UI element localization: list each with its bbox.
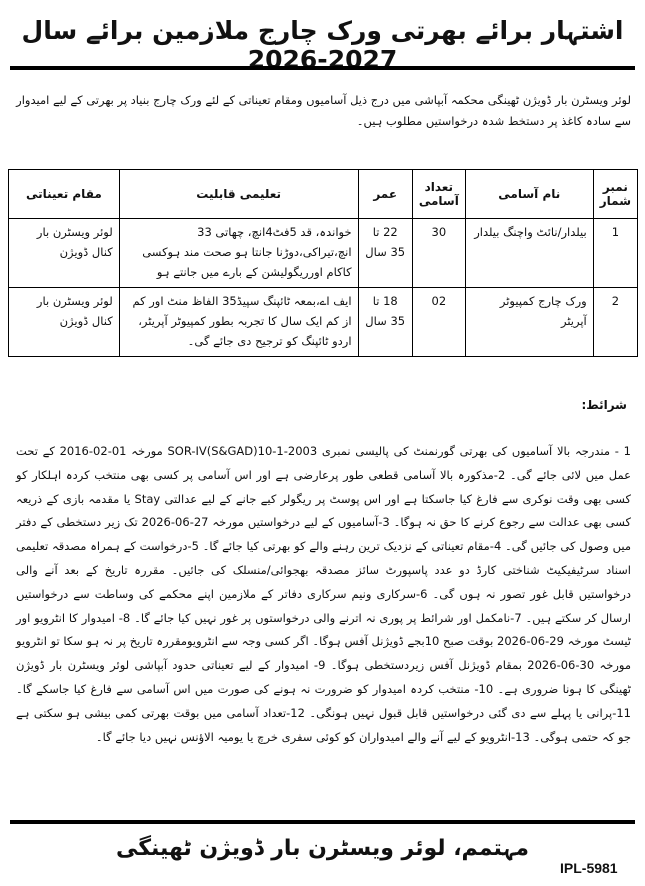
ipl-code: IPL-5981 [560,860,618,876]
title-divider [10,66,635,70]
cell-age: 22 تا 35 سال [358,219,412,288]
header-serial-no: نمبر شمار [593,170,637,219]
cell-posting-place: لوئر ویسٹرن بار کنال ڈویژن [9,219,120,288]
header-posting-place: مقام تعیناتی [9,170,120,219]
cell-serial-no: 2 [593,288,637,357]
cell-post-count: 02 [412,288,465,357]
issuing-authority-signature: مہتمم، لوئر ویسٹرن بار ڈویژن ٹھینگی [115,836,530,861]
cell-post-name: بیلدار/نائٹ واچنگ بیلدار [465,219,593,288]
header-post-count: تعداد آسامی [412,170,465,219]
conditions-heading: شرائط: [581,398,627,412]
advertisement-title: اشتہار برائے بھرتی ورک چارج ملازمین برائے سال 2027-2026 [21,16,624,74]
cell-posting-place: لوئر ویسٹرن بار کنال ڈویژن [9,288,120,357]
conditions-text: 1 - مندرجہ بالا آسامیوں کی بھرتی گورنمنٹ کی پالیسی نمبری SOR-IV(S&GAD)10-1-2003 مورخہ 01-02-2016 کے تحت عمل میں لائی جائے گی۔ 2-مذکورہ بالا آسامی قطعی طور پرعارضی ہے اور اس آسامی پر کسی بھی منتخب کردہ اہلکار کو کسی بھی وقت نوکری سے فارغ کیا جاسکتا ہے اور اس پوسٹ پر ریگولر کیے جانے کے لیے عدالتی Stay یا مقدمہ بازی کے ذریعہ کسی بھی عدالت سے رجوع کرنے کا حق نہ ہوگا۔ 3-آسامیوں کے لیے درخواستیں مورخہ 27-06-2026 تک زیر دستخطی کے دفتر میں وصول کی جائیں گی۔ 4-مقام تعیناتی کے نزدیک ترین رہنے والے کو بھرتی کیا جائے گا۔ 5-درخواست کے ہمراہ مصدقہ تعلیمی اسناد سرٹیفیکیٹ شناختی کارڈ دو عدد پاسپورٹ سائز مصدقہ بھجوائی/منسلک کی جائیں۔ مقررہ تاریخ کے بعد آنے والی درخواستیں قابل غور تصور نہ ہوں گی۔ 6-سرکاری ونیم سرکاری دفاتر کے ملازمین اپنے محکمے کی وساطت سے درخواستیں ارسال کر سکتے ہیں۔ 7-نامکمل اور شرائط پر پوری نہ اترنے والی درخواستوں پر غور نہیں کیا جائے گا۔ 8- امیدوار کا انٹرویو اور ٹیسٹ مورخہ 29-06-2026 بوقت صبح 10بجے ڈویژنل آفس ہوگا۔ اگر کسی وجہ سے انٹرویومقررہ تاریخ پر نہ ہو سکا تو انٹرویو مورخہ 30-06-2026 بمقام ڈویژنل آفس زیردستخطی ہوگا۔ 9- امیدوار کے لیے تعیناتی حدود آبپاشی لوئر ویسٹرن بار ڈویژن ٹھینگی کا ہونا ضروری ہے۔ 10- منتخب کردہ امیدوار کو ضرورت نہ ہونے کی صورت میں اس آسامی سے فارغ کیا جاسکے گا۔ 11-پرانی یا پہلے سے دی گئی درخواستیں قابل قبول نہیں ہونگی۔ 12-تعداد آسامی میں بوقت بھرتی کمی بیشی ہو سکتی ہے جو کہ حتمی ہوگی۔ 13-انٹرویو کے لیے آنے والے امیدواران کو کوئی سفری خرچ یا یومیہ الاؤنس نہیں دیا جائے گا۔ [16,444,632,744]
cell-qualification: خواندہ، قد 5فٹ4انچ، چھاتی 33 انچ،تیراکی،دوڑنا جانتا ہو صحت مند ہوکسی کاکام اورریگولیشن کے بارے میں جانتے ہو [119,219,358,288]
cell-age: 18 تا 35 سال [358,288,412,357]
cell-serial-no: 1 [593,219,637,288]
cell-qualification: ایف اے،بمعہ ٹائپنگ سپیڈ35 الفاظ منٹ اور کم از کم ایک سال کا تجربہ بطور کمپیوٹر آپریٹر، اردو ٹائپنگ کو ترجیح دی جائے گی۔ [119,288,358,357]
header-qualification: تعلیمی قابلیت [119,170,358,219]
table-row [9,219,638,288]
vacancies-table [8,169,638,357]
table-row [9,288,638,357]
cell-post-count: 30 [412,219,465,288]
cell-post-name: ورک چارج کمپیوٹر آپریٹر [465,288,593,357]
footer-divider [10,820,635,824]
header-post-name: نام آسامی [465,170,593,219]
header-age: عمر [358,170,412,219]
table-header-row [9,170,638,219]
intro-paragraph: لوئر ویسٹرن بار ڈویژن ٹھینگی محکمہ آبپاشی میں درج ذیل آسامیوں ومقام تعیناتی کے لئے ورک چارج بنیاد پر بھرتی کے لیے امیدوار سے سادہ کاغذ پر دستخط شدہ درخواستیں مطلوب ہیں۔ [16,93,631,128]
